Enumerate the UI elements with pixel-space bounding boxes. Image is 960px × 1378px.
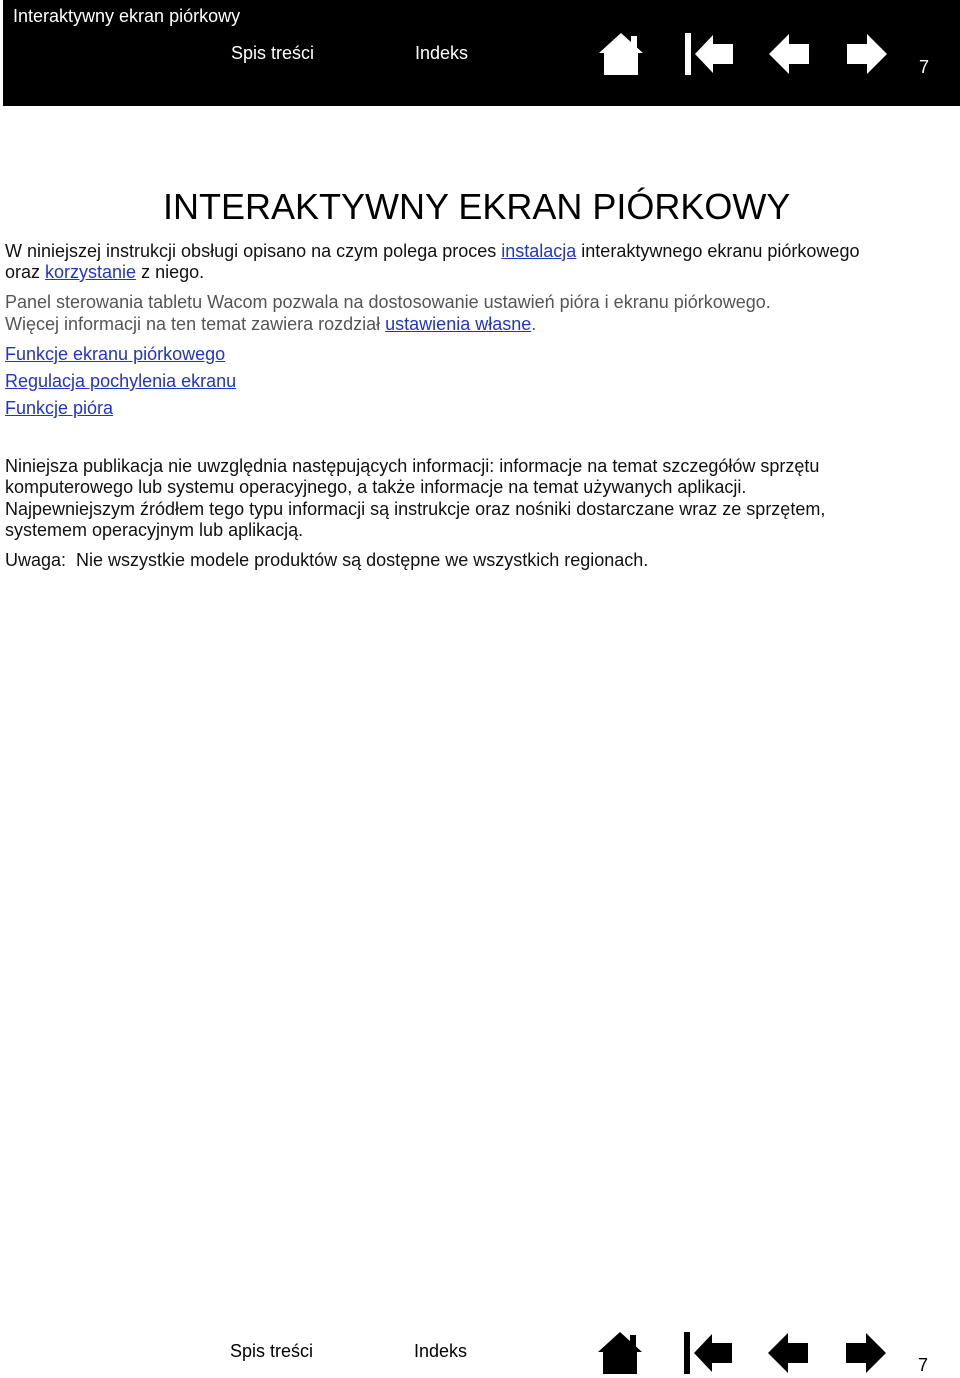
toc-link-footer[interactable]: Spis treści xyxy=(230,1341,314,1361)
intro-text: interaktywnego ekranu piórkowego xyxy=(576,241,860,261)
first-page-icon[interactable] xyxy=(682,1330,734,1376)
home-icon[interactable] xyxy=(597,31,645,77)
installation-link[interactable]: instalacja xyxy=(501,241,577,261)
header-bar xyxy=(3,0,960,106)
home-icon[interactable] xyxy=(596,1330,644,1376)
topic-link-item xyxy=(5,398,113,420)
note-paragraph xyxy=(5,550,648,572)
intro-line-2 xyxy=(5,262,204,284)
panel-text: Więcej informacji na ten temat zawiera rozdział xyxy=(5,314,386,334)
note-label: Uwaga: xyxy=(5,550,67,570)
custom-settings-link[interactable]: ustawienia własne xyxy=(385,314,532,334)
intro-line-1 xyxy=(5,241,859,263)
topic-link-item xyxy=(5,371,236,393)
disclaimer-line-2: komputerowego lub systemu operacyjnego, a także informacje na temat używanych aplikacji. xyxy=(5,477,747,497)
screen-features-link[interactable]: Funkcje ekranu piórkowego xyxy=(5,344,226,364)
page-number: 7 xyxy=(919,57,930,77)
next-page-icon[interactable] xyxy=(844,1330,888,1376)
panel-paragraph-line-2 xyxy=(5,314,536,336)
note-text: Nie wszystkie modele produktów są dostępne we wszystkich regionach. xyxy=(76,550,649,570)
previous-page-icon[interactable] xyxy=(766,1330,810,1376)
disclaimer-line-4: systemem operacyjnym lub aplikacją. xyxy=(5,520,304,540)
footer-bar xyxy=(0,1320,960,1378)
panel-paragraph-line-1: Panel sterowania tabletu Wacom pozwala na dostosowanie ustawień pióra i ekranu piórkowego. xyxy=(5,292,771,312)
page-number-footer: 7 xyxy=(918,1355,929,1375)
index-link-footer[interactable]: Indeks xyxy=(414,1341,468,1361)
usage-link[interactable]: korzystanie xyxy=(45,262,137,282)
topic-link-item xyxy=(5,344,225,366)
panel-text: . xyxy=(531,314,537,334)
intro-text: z niego. xyxy=(136,262,205,282)
intro-text: oraz xyxy=(5,262,46,282)
intro-text: W niniejszej instrukcji obsługi opisano na czym polega proces xyxy=(5,241,502,261)
previous-page-icon[interactable] xyxy=(767,31,811,77)
next-page-icon[interactable] xyxy=(845,31,889,77)
screen-tilt-link[interactable]: Regulacja pochylenia ekranu xyxy=(5,371,237,391)
toc-link[interactable]: Spis treści xyxy=(231,43,315,63)
disclaimer-line-3: Najpewniejszym źródłem tego typu informacji są instrukcje oraz nośniki dostarczane wraz ze sprzętem, xyxy=(5,499,826,519)
first-page-icon[interactable] xyxy=(683,31,735,77)
document-title: Interaktywny ekran piórkowy xyxy=(13,6,241,26)
index-link[interactable]: Indeks xyxy=(415,43,469,63)
page-title: INTERAKTYWNY EKRAN PIÓRKOWY xyxy=(163,186,791,227)
pen-features-link[interactable]: Funkcje pióra xyxy=(5,398,114,418)
disclaimer-line-1: Niniejsza publikacja nie uwzględnia następujących informacji: informacje na temat szczegółów sprzętu xyxy=(5,456,820,476)
